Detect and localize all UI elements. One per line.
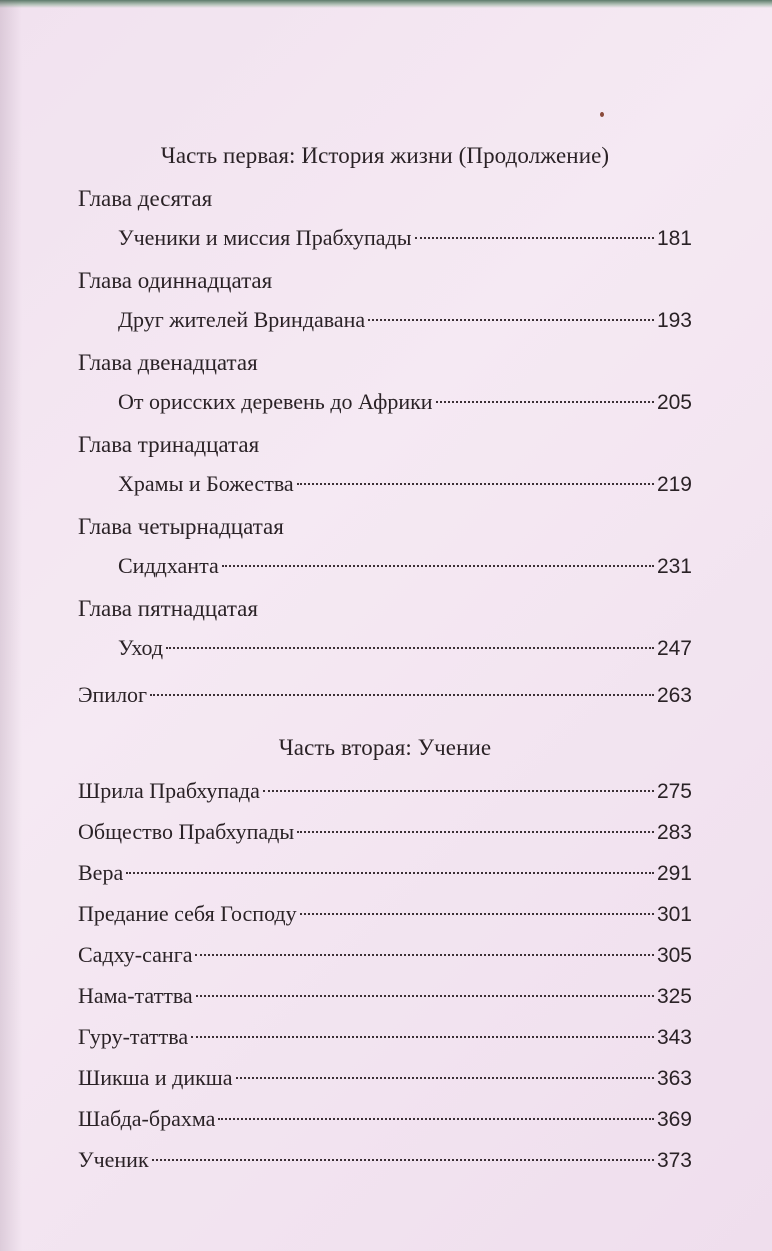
dot-leader [297,483,654,485]
toc-entry[interactable] [78,1098,692,1139]
entry-title: Предание себя Господу [78,901,297,926]
dot-leader [150,694,654,696]
dot-leader [126,872,654,874]
page-number: 231 [656,555,692,578]
page-number: 275 [656,780,692,803]
entry-title: Общество Прабхупады [78,819,295,844]
toc-entry[interactable] [78,463,692,504]
entry-title: Садху-санга [78,942,193,967]
entry-title: Гуру-таттва [78,1024,189,1049]
entry-title: Ученики и миссия Прабхупады [118,225,412,250]
chapter-heading: Глава двенадцатая [78,350,258,375]
page-number: 219 [656,473,692,496]
dot-leader [218,1118,654,1120]
entry-title: Друг жителей Вриндавана [118,307,366,332]
dot-leader [191,1036,654,1038]
toc-entry[interactable] [78,770,692,811]
entry-title: Эпилог [78,682,148,707]
entry-title: Уход [118,635,164,660]
part-two-heading: Часть вторая: Учение [278,735,492,760]
page-number: 343 [656,1026,692,1049]
chapter-heading: Глава четырнадцатая [78,514,284,539]
page-number: 373 [656,1149,692,1172]
entry-title: Шабда-брахма [78,1106,216,1131]
dot-leader [152,1159,654,1161]
dot-leader [415,237,654,239]
chapter-heading: Глава тринадцатая [78,432,260,457]
chapter-11 [78,262,692,340]
toc-entry[interactable] [78,934,692,975]
dot-leader [436,401,654,403]
entry-title: Нама-таттва [78,983,193,1008]
table-of-contents [78,136,692,1180]
page-top-edge [0,0,772,8]
dot-leader [236,1077,654,1079]
toc-entry[interactable] [78,1016,692,1057]
entry-title: От орисских деревень до Африки [118,389,433,414]
page-number: 263 [656,684,692,707]
page-number: 301 [656,903,692,926]
page-number: 363 [656,1067,692,1090]
chapter-15 [78,590,692,668]
part-one-heading: Часть первая: История жизни (Продолжение) [160,143,610,168]
toc-entry[interactable] [78,545,692,586]
chapter-12 [78,344,692,422]
entry-title: Шикша и дикша [78,1065,233,1090]
dot-leader [300,913,654,915]
dot-leader [166,647,654,649]
dot-leader [263,790,654,792]
chapter-10 [78,180,692,258]
page-number: 205 [656,391,692,414]
toc-entry[interactable] [78,1139,692,1180]
entry-title: Ученик [78,1147,149,1172]
page-number: 247 [656,637,692,660]
toc-entry[interactable] [78,627,692,668]
spine-shadow [0,0,22,1251]
page-number: 369 [656,1108,692,1131]
toc-entry[interactable] [78,811,692,852]
entry-title: Вера [78,860,124,885]
entry-title: Храмы и Божества [118,471,294,496]
entry-title: Шрила Прабхупада [78,778,260,803]
toc-entry[interactable] [78,217,692,258]
entry-title: Сиддханта [118,553,219,578]
dot-leader [196,995,654,997]
chapter-14 [78,508,692,586]
toc-entry[interactable] [78,299,692,340]
dot-leader [195,954,653,956]
page-number: 181 [656,227,692,250]
dot-leader [368,319,654,321]
toc-entry-epilogue[interactable] [78,672,692,718]
dot-leader [297,831,654,833]
toc-entry[interactable] [78,1057,692,1098]
toc-entry[interactable] [78,893,692,934]
page-number: 325 [656,985,692,1008]
chapter-heading: Глава одиннадцатая [78,268,273,293]
chapter-13 [78,426,692,504]
toc-entry[interactable] [78,852,692,893]
page-number: 283 [656,821,692,844]
chapter-heading: Глава пятнадцатая [78,596,258,621]
paper-speck [600,112,604,117]
toc-entry[interactable] [78,381,692,422]
page-number: 305 [656,944,692,967]
toc-entry[interactable] [78,975,692,1016]
dot-leader [222,565,654,567]
page-number: 291 [656,862,692,885]
chapter-heading: Глава десятая [78,186,213,211]
page-number: 193 [656,309,692,332]
